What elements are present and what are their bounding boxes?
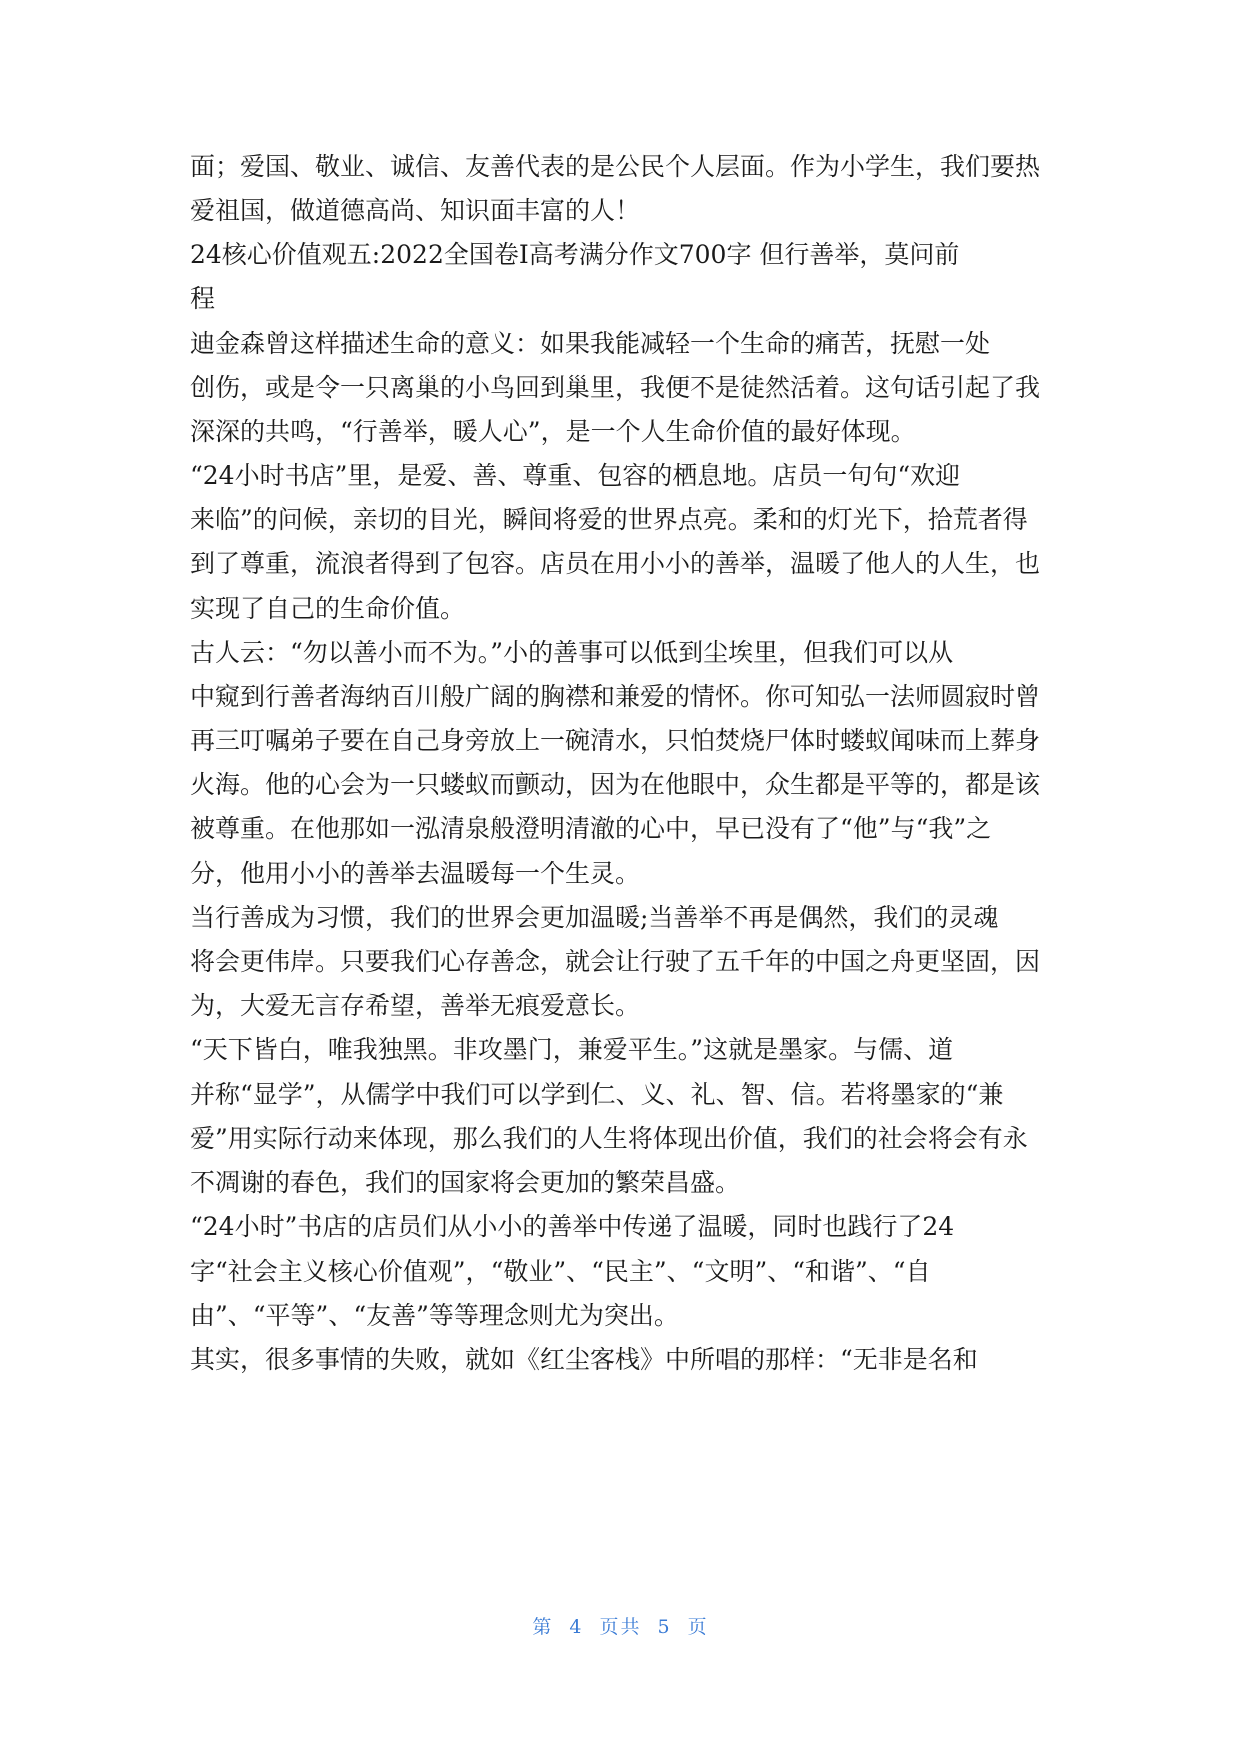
text-line: “24小时书店”里，是爱、善、尊重、包容的栖息地。店员一句句“欢迎 — [190, 461, 961, 490]
text-line: 来临”的问候，亲切的目光，瞬间将爱的世界点亮。柔和的灯光下，拾荒者得 — [190, 505, 1028, 534]
text-line: 字“社会主义核心价值观”，“敬业”、“民主”、“文明”、“和谐”、“自 — [190, 1257, 931, 1286]
text-line: 实现了自己的生命价值。 — [190, 594, 466, 623]
footer-prefix: 第 — [532, 1616, 554, 1638]
text-line: 古人云：“勿以善小而不为。”小的善事可以低到尘埃里，但我们可以从 — [190, 638, 954, 667]
page-footer — [0, 1612, 1241, 1639]
footer-total-pages: 5 — [657, 1616, 672, 1638]
text-line: 当行善成为习惯，我们的世界会更加温暖;当善举不再是偶然，我们的灵魂 — [190, 903, 999, 932]
footer-page-number: 4 — [569, 1616, 584, 1638]
text-line: 24核心价值观五:2022全国卷Ⅰ高考满分作文700字 但行善举，莫问前 — [190, 240, 960, 269]
footer-middle: 页共 — [599, 1616, 642, 1638]
text-line: 不凋谢的春色，我们的国家将会更加的繁荣昌盛。 — [190, 1168, 741, 1197]
text-line: 被尊重。在他那如一泓清泉般澄明清澈的心中，早已没有了“他”与“我”之 — [190, 814, 992, 843]
text-line: “天下皆白，唯我独黑。非攻墨门，兼爱平生。”这就是墨家。与儒、道 — [190, 1035, 954, 1064]
text-line: 中窥到行善者海纳百川般广阔的胸襟和兼爱的情怀。你可知弘一法师圆寂时曾 — [190, 682, 1041, 711]
text-line: 创伤，或是令一只离巢的小鸟回到巢里，我便不是徒然活着。这句话引起了我 — [190, 373, 1041, 402]
text-line: 其实，很多事情的失败，就如《红尘客栈》中所唱的那样：“无非是名和 — [190, 1345, 978, 1374]
text-line: 火海。他的心会为一只蝼蚁而颤动，因为在他眼中，众生都是平等的，都是该 — [190, 770, 1041, 799]
text-line: 并称“显学”，从儒学中我们可以学到仁、义、礼、智、信。若将墨家的“兼 — [190, 1080, 1004, 1109]
text-line: “24小时”书店的店员们从小小的善举中传递了温暖，同时也践行了24 — [190, 1212, 955, 1241]
text-line: 爱”用实际行动来体现，那么我们的人生将体现出价值，我们的社会将会有永 — [190, 1124, 1028, 1153]
text-line: 分，他用小小的善举去温暖每一个生灵。 — [190, 859, 641, 888]
text-line: 程 — [190, 284, 216, 313]
footer-suffix: 页 — [687, 1616, 709, 1638]
text-line: 迪金森曾这样描述生命的意义：如果我能减轻一个生命的痛苦，抚慰一处 — [190, 329, 991, 358]
text-line: 深深的共鸣，“行善举，暖人心”，是一个人生命价值的最好体现。 — [190, 417, 916, 446]
text-line: 爱祖国，做道德高尚、知识面丰富的人！ — [190, 196, 641, 225]
text-line: 为，大爱无言存希望，善举无痕爱意长。 — [190, 991, 641, 1020]
text-line: 面；爱国、敬业、诚信、友善代表的是公民个人层面。作为小学生，我们要热 — [190, 152, 1041, 181]
text-line: 到了尊重，流浪者得到了包容。店员在用小小的善举，温暖了他人的人生，也 — [190, 549, 1041, 578]
text-line: 再三叮嘱弟子要在自己身旁放上一碗清水，只怕焚烧尸体时蝼蚁闻味而上葬身 — [190, 726, 1041, 755]
text-line: 将会更伟岸。只要我们心存善念，就会让行驶了五千年的中国之舟更坚固，因 — [190, 947, 1041, 976]
text-line: 由”、“平等”、“友善”等等理念则尤为突出。 — [190, 1301, 679, 1330]
